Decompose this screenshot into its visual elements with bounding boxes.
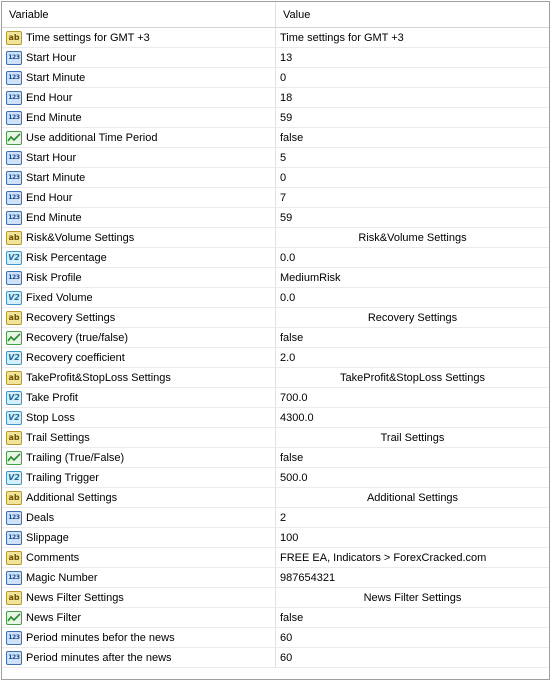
value-cell[interactable] xyxy=(276,628,549,647)
variable-cell xyxy=(2,208,276,227)
variable-cell xyxy=(2,348,276,367)
variable-label: Time settings for GMT +3 xyxy=(26,31,150,44)
variable-cell xyxy=(2,468,276,487)
variable-cell xyxy=(2,608,276,627)
string-icon: ab xyxy=(6,231,22,245)
variable-label: Risk Percentage xyxy=(26,251,107,264)
variable-cell xyxy=(2,288,276,307)
value-text: 0 xyxy=(280,171,287,184)
string-icon: ab xyxy=(6,551,22,565)
grid-header xyxy=(2,2,549,28)
variable-cell xyxy=(2,88,276,107)
table-row[interactable] xyxy=(2,308,549,328)
value-cell[interactable] xyxy=(276,288,549,307)
table-row[interactable] xyxy=(2,28,549,48)
value-cell[interactable] xyxy=(276,28,549,47)
value-text: 18 xyxy=(280,91,293,104)
variable-cell xyxy=(2,388,276,407)
value-cell[interactable] xyxy=(276,548,549,567)
table-row[interactable] xyxy=(2,448,549,468)
integer-icon: 123 xyxy=(6,151,22,165)
variable-cell xyxy=(2,268,276,287)
variable-cell xyxy=(2,428,276,447)
value-cell[interactable] xyxy=(276,608,549,627)
value-cell[interactable] xyxy=(276,348,549,367)
integer-icon: 123 xyxy=(6,531,22,545)
variable-label: Deals xyxy=(26,511,55,524)
variable-cell xyxy=(2,648,276,667)
variable-cell xyxy=(2,328,276,347)
value-cell[interactable] xyxy=(276,368,549,387)
variable-label: Magic Number xyxy=(26,571,98,584)
table-row[interactable] xyxy=(2,48,549,68)
integer-icon: 123 xyxy=(6,51,22,65)
variable-cell xyxy=(2,68,276,87)
variable-label: Start Hour xyxy=(26,151,77,164)
value-text: 0.0 xyxy=(280,251,296,264)
table-row[interactable] xyxy=(2,508,549,528)
table-row[interactable] xyxy=(2,468,549,488)
value-text: Trail Settings xyxy=(380,431,445,444)
value-cell[interactable] xyxy=(276,428,549,447)
double-icon: V2 xyxy=(6,471,22,485)
boolean-icon xyxy=(6,131,22,145)
table-row[interactable] xyxy=(2,368,549,388)
boolean-icon xyxy=(6,331,22,345)
value-cell[interactable] xyxy=(276,648,549,667)
value-text: 500.0 xyxy=(280,471,308,484)
integer-icon: 123 xyxy=(6,71,22,85)
variable-cell xyxy=(2,248,276,267)
variable-label: Stop Loss xyxy=(26,411,75,424)
table-row[interactable] xyxy=(2,588,549,608)
variable-cell xyxy=(2,108,276,127)
value-text: 13 xyxy=(280,51,293,64)
variable-cell xyxy=(2,508,276,527)
table-row[interactable] xyxy=(2,128,549,148)
variable-label: Start Minute xyxy=(26,171,86,184)
table-row[interactable] xyxy=(2,328,549,348)
value-text: 700.0 xyxy=(280,391,308,404)
value-text: 59 xyxy=(280,211,293,224)
variable-label: Comments xyxy=(26,551,80,564)
value-text: false xyxy=(280,451,304,464)
value-text: Additional Settings xyxy=(366,491,459,504)
table-row[interactable] xyxy=(2,268,549,288)
value-text: News Filter Settings xyxy=(363,591,462,604)
variable-label: End Minute xyxy=(26,111,82,124)
variable-label: Slippage xyxy=(26,531,69,544)
variable-cell xyxy=(2,408,276,427)
integer-icon: 123 xyxy=(6,511,22,525)
column-header-value[interactable]: Value xyxy=(283,8,311,21)
variable-cell xyxy=(2,168,276,187)
string-icon: ab xyxy=(6,371,22,385)
table-row[interactable] xyxy=(2,648,549,668)
table-row[interactable] xyxy=(2,568,549,588)
value-text: MediumRisk xyxy=(280,271,341,284)
value-cell[interactable] xyxy=(276,588,549,607)
table-row[interactable] xyxy=(2,408,549,428)
value-text: 987654321 xyxy=(280,571,336,584)
variable-label: Use additional Time Period xyxy=(26,131,158,144)
table-row[interactable] xyxy=(2,148,549,168)
value-text: 4300.0 xyxy=(280,411,314,424)
table-row[interactable] xyxy=(2,88,549,108)
table-row[interactable] xyxy=(2,388,549,408)
variable-label: Recovery (true/false) xyxy=(26,331,129,344)
value-cell[interactable] xyxy=(276,508,549,527)
value-text: 5 xyxy=(280,151,287,164)
value-cell[interactable] xyxy=(276,468,549,487)
value-text: 2 xyxy=(280,511,287,524)
variable-label: Period minutes after the news xyxy=(26,651,172,664)
value-cell[interactable] xyxy=(276,68,549,87)
string-icon: ab xyxy=(6,311,22,325)
value-text: Time settings for GMT +3 xyxy=(280,31,404,44)
integer-icon: 123 xyxy=(6,211,22,225)
value-text: false xyxy=(280,331,304,344)
double-icon: V2 xyxy=(6,411,22,425)
variable-cell xyxy=(2,368,276,387)
variable-label: Period minutes befor the news xyxy=(26,631,175,644)
table-row[interactable] xyxy=(2,108,549,128)
value-cell[interactable] xyxy=(276,488,549,507)
value-cell[interactable] xyxy=(276,48,549,67)
variable-cell xyxy=(2,628,276,647)
value-text: TakeProfit&StopLoss Settings xyxy=(340,371,485,384)
variable-cell xyxy=(2,488,276,507)
variable-label: Additional Settings xyxy=(26,491,118,504)
table-row[interactable] xyxy=(2,228,549,248)
value-cell[interactable] xyxy=(276,528,549,547)
table-row[interactable] xyxy=(2,628,549,648)
variable-label: News Filter Settings xyxy=(26,591,124,604)
value-cell[interactable] xyxy=(276,88,549,107)
integer-icon: 123 xyxy=(6,271,22,285)
value-text: 0 xyxy=(280,71,287,84)
double-icon: V2 xyxy=(6,291,22,305)
table-row[interactable] xyxy=(2,428,549,448)
table-row[interactable] xyxy=(2,288,549,308)
value-cell[interactable] xyxy=(276,568,549,587)
value-cell[interactable] xyxy=(276,388,549,407)
table-row[interactable] xyxy=(2,548,549,568)
variable-label: TakeProfit&StopLoss Settings xyxy=(26,371,171,384)
value-text: false xyxy=(280,131,304,144)
table-row[interactable] xyxy=(2,68,549,88)
variable-label: Recovery Settings xyxy=(26,311,116,324)
grid-body xyxy=(2,28,549,668)
variable-cell xyxy=(2,28,276,47)
integer-icon: 123 xyxy=(6,631,22,645)
value-text: false xyxy=(280,611,304,624)
variable-cell xyxy=(2,128,276,147)
value-text: Risk&Volume Settings xyxy=(358,231,467,244)
integer-icon: 123 xyxy=(6,571,22,585)
variable-cell xyxy=(2,228,276,247)
parameters-grid xyxy=(1,1,550,680)
variable-cell xyxy=(2,568,276,587)
value-text: 2.0 xyxy=(280,351,296,364)
variable-cell xyxy=(2,588,276,607)
value-cell[interactable] xyxy=(276,108,549,127)
table-row[interactable] xyxy=(2,188,549,208)
value-text: 60 xyxy=(280,631,293,644)
variable-label: End Hour xyxy=(26,191,73,204)
variable-cell xyxy=(2,48,276,67)
variable-label: Trailing Trigger xyxy=(26,471,99,484)
value-cell[interactable] xyxy=(276,248,549,267)
integer-icon: 123 xyxy=(6,91,22,105)
variable-label: Take Profit xyxy=(26,391,78,404)
variable-cell xyxy=(2,548,276,567)
column-header-variable[interactable]: Variable xyxy=(2,2,276,27)
value-cell[interactable] xyxy=(276,308,549,327)
variable-label: Trail Settings xyxy=(26,431,90,444)
variable-label: Start Hour xyxy=(26,51,77,64)
table-row[interactable] xyxy=(2,488,549,508)
value-cell[interactable] xyxy=(276,328,549,347)
value-text: 100 xyxy=(280,531,299,544)
variable-label: Fixed Volume xyxy=(26,291,93,304)
variable-label: Risk&Volume Settings xyxy=(26,231,135,244)
value-cell[interactable] xyxy=(276,168,549,187)
value-cell[interactable] xyxy=(276,268,549,287)
table-row[interactable] xyxy=(2,608,549,628)
table-row[interactable] xyxy=(2,208,549,228)
variable-label: Recovery coefficient xyxy=(26,351,125,364)
variable-cell xyxy=(2,448,276,467)
double-icon: V2 xyxy=(6,351,22,365)
string-icon: ab xyxy=(6,491,22,505)
value-text: 0.0 xyxy=(280,291,296,304)
integer-icon: 123 xyxy=(6,111,22,125)
integer-icon: 123 xyxy=(6,171,22,185)
table-row[interactable] xyxy=(2,528,549,548)
variable-cell xyxy=(2,528,276,547)
boolean-icon xyxy=(6,611,22,625)
integer-icon: 123 xyxy=(6,651,22,665)
variable-cell xyxy=(2,148,276,167)
variable-cell xyxy=(2,188,276,207)
variable-cell xyxy=(2,308,276,327)
boolean-icon xyxy=(6,451,22,465)
value-cell[interactable] xyxy=(276,448,549,467)
value-cell[interactable] xyxy=(276,128,549,147)
variable-label: End Minute xyxy=(26,211,82,224)
variable-label: News Filter xyxy=(26,611,82,624)
value-cell[interactable] xyxy=(276,148,549,167)
variable-label: Risk Profile xyxy=(26,271,82,284)
value-text: Recovery Settings xyxy=(367,311,458,324)
variable-label: End Hour xyxy=(26,91,73,104)
string-icon: ab xyxy=(6,591,22,605)
double-icon: V2 xyxy=(6,251,22,265)
value-text: 7 xyxy=(280,191,287,204)
value-text: FREE EA, Indicators > ForexCracked.com xyxy=(280,551,487,564)
value-cell[interactable] xyxy=(276,188,549,207)
table-row[interactable] xyxy=(2,348,549,368)
string-icon: ab xyxy=(6,31,22,45)
variable-label: Start Minute xyxy=(26,71,86,84)
string-icon: ab xyxy=(6,431,22,445)
value-cell[interactable] xyxy=(276,228,549,247)
table-row[interactable] xyxy=(2,248,549,268)
value-cell[interactable] xyxy=(276,408,549,427)
value-text: 60 xyxy=(280,651,293,664)
double-icon: V2 xyxy=(6,391,22,405)
table-row[interactable] xyxy=(2,168,549,188)
variable-label: Trailing (True/False) xyxy=(26,451,125,464)
value-cell[interactable] xyxy=(276,208,549,227)
value-text: 59 xyxy=(280,111,293,124)
integer-icon: 123 xyxy=(6,191,22,205)
